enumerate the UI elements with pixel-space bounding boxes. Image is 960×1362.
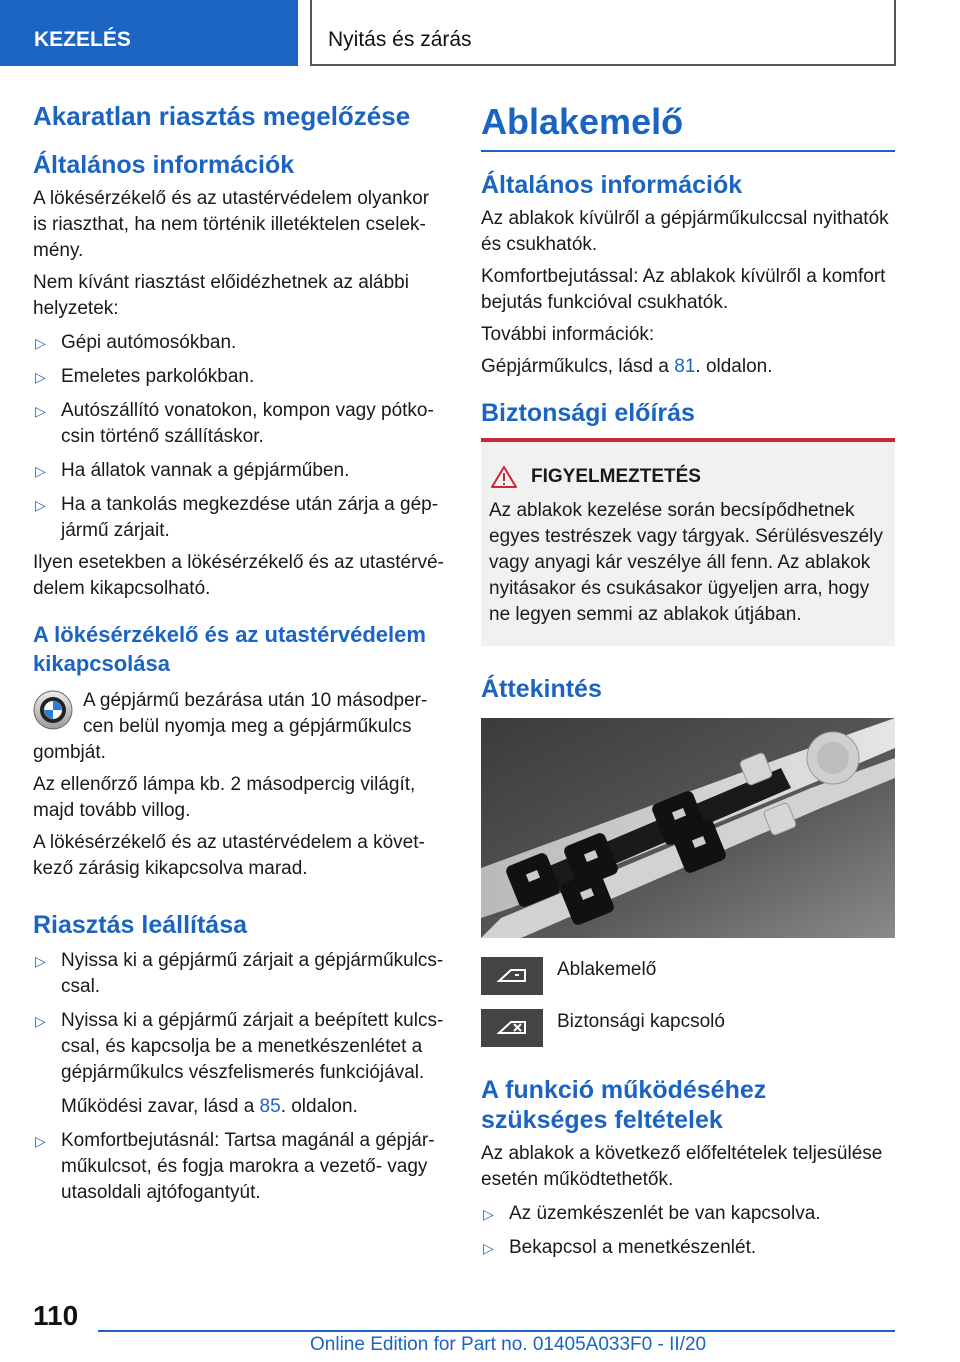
conditions-heading: A funkció működéséhez szükséges feltételek bbox=[481, 1076, 767, 1134]
paragraph: A lökésérzékelő és az utastérvédelem a követ-kező zárásig kikapcsolva marad. bbox=[33, 832, 425, 879]
section-tab: KEZELÉS bbox=[0, 0, 298, 66]
bullet-triangle-icon: ▷ bbox=[35, 335, 46, 351]
footer-divider bbox=[98, 1330, 895, 1332]
bullet-triangle-icon: ▷ bbox=[35, 463, 46, 479]
legend-label: Ablakemelő bbox=[557, 959, 657, 980]
paragraph: További információk: bbox=[481, 324, 655, 345]
page-link-85[interactable]: 85 bbox=[259, 1096, 281, 1117]
warning-triangle-icon bbox=[491, 466, 517, 488]
list-item: ▷ Bekapcsol a menetkészenlét. bbox=[481, 1235, 895, 1261]
paragraph: Az ellenőrző lámpa kb. 2 másodpercig világít, majd tovább villog. bbox=[33, 774, 416, 821]
paragraph: A gépjármű bezárása után 10 másodper-cen belül nyomja meg a gépjárműkulcs gombját. bbox=[33, 690, 428, 763]
section-title-window-lifter: Ablakemelő bbox=[481, 100, 895, 152]
bullet-triangle-icon: ▷ bbox=[483, 1206, 494, 1222]
deactivate-heading: A lökésérzékelő és az utastérvédelem kikapcsolása bbox=[33, 622, 426, 676]
page-header bbox=[0, 0, 960, 66]
bullet-triangle-icon: ▷ bbox=[35, 497, 46, 513]
vehicle-key-icon bbox=[33, 690, 73, 730]
key-instruction bbox=[33, 688, 447, 766]
warning-box bbox=[481, 438, 895, 646]
list-item: ▷ Autószállító vonatokon, kompon vagy pótko-csin történő szállításkor. bbox=[35, 400, 434, 447]
window-lifter-icon bbox=[481, 957, 543, 995]
paragraph: A lökésérzékelő és az utastérvédelem olyankor is riaszthat, ha nem történik illetéktelen cselek-mény. bbox=[33, 188, 430, 261]
right-column bbox=[481, 100, 895, 1261]
page-link-81[interactable]: 81 bbox=[674, 356, 696, 377]
cross-reference: Gépjárműkulcs, lásd a 81. oldalon. bbox=[481, 356, 773, 377]
general-info-heading: Általános információk bbox=[481, 171, 743, 199]
stop-alarm-heading: Riasztás leállítása bbox=[33, 911, 248, 939]
section-title-alarm: Akaratlan riasztás megelőzése bbox=[33, 101, 411, 131]
safety-switch-icon bbox=[481, 1009, 543, 1047]
overview-heading: Áttekintés bbox=[481, 675, 602, 703]
page-number: 110 bbox=[33, 1300, 79, 1331]
list-item: ▷ Nyissa ki a gépjármű zárjait a gépjárműkulcs-csal. bbox=[35, 950, 444, 997]
paragraph: Nem kívánt riasztást előidézhetnek az alábbi helyzetek: bbox=[33, 272, 409, 319]
bullet-triangle-icon: ▷ bbox=[35, 1133, 46, 1149]
bullet-triangle-icon: ▷ bbox=[35, 1013, 46, 1029]
window-switch-photo bbox=[481, 718, 895, 938]
list-item: ▷ Nyissa ki a gépjármű zárjait a beépített kulcs-csal, és kapcsolja be a menetkészenlétet a gépjárműkulcs vészfelismerés funkciójával. bbox=[35, 1010, 444, 1083]
legend-item bbox=[481, 957, 895, 995]
list-item: ▷ Gépi autómosókban. bbox=[33, 330, 447, 356]
paragraph: Az ablakok a következő előfeltételek teljesülése esetén működtethetők. bbox=[481, 1143, 883, 1190]
paragraph: Komfortbejutással: Az ablakok kívülről a komfort bejutás funkcióval csukhatók. bbox=[481, 266, 886, 313]
general-info-heading: Általános információk bbox=[33, 151, 295, 179]
bullet-triangle-icon: ▷ bbox=[35, 369, 46, 385]
cross-reference: Működési zavar, lásd a 85. oldalon. bbox=[61, 1096, 358, 1117]
paragraph: Az ablakok kívülről a gépjárműkulccsal nyithatók és csukhatók. bbox=[481, 208, 889, 255]
chapter-tab: Nyitás és zárás bbox=[310, 0, 896, 66]
legend-item bbox=[481, 1009, 895, 1047]
edition-footer: Online Edition for Part no. 01405A033F0 - II/20 bbox=[310, 1334, 707, 1355]
list-item: ▷ Ha állatok vannak a gépjárműben. bbox=[33, 458, 447, 484]
paragraph: Ilyen esetekben a lökésérzékelő és az utastérvé-delem kikapcsolható. bbox=[33, 552, 444, 599]
warning-text: Az ablakok kezelése során becsípődhetnek egyes testrészek vagy tárgyak. Sérülésveszély vagy anyagi kár veszélye áll fenn. Az ablakok nyitásakor és csukásakor ügyeljen arra, hogy ne legyen semmi az ablakok útjában. bbox=[489, 500, 883, 625]
bullet-triangle-icon: ▷ bbox=[483, 1240, 494, 1256]
legend-label: Biztonsági kapcsoló bbox=[557, 1011, 725, 1032]
warning-title: FIGYELMEZTETÉS bbox=[489, 464, 887, 490]
list-item: ▷ Komfortbejutásnál: Tartsa magánál a gépjár-műkulcsot, és fogja marokra a vezető- vagy utasoldali ajtófogantyút. bbox=[35, 1130, 435, 1203]
bullet-triangle-icon: ▷ bbox=[35, 953, 46, 969]
safety-heading: Biztonsági előírás bbox=[481, 399, 695, 427]
bullet-triangle-icon: ▷ bbox=[35, 403, 46, 419]
list-item: ▷ Emeletes parkolókban. bbox=[33, 364, 447, 390]
list-item: ▷ Ha a tankolás megkezdése után zárja a gép-jármű zárjait. bbox=[35, 494, 439, 541]
left-column bbox=[33, 100, 447, 1206]
list-item: ▷ Az üzemkészenlét be van kapcsolva. bbox=[481, 1201, 895, 1227]
